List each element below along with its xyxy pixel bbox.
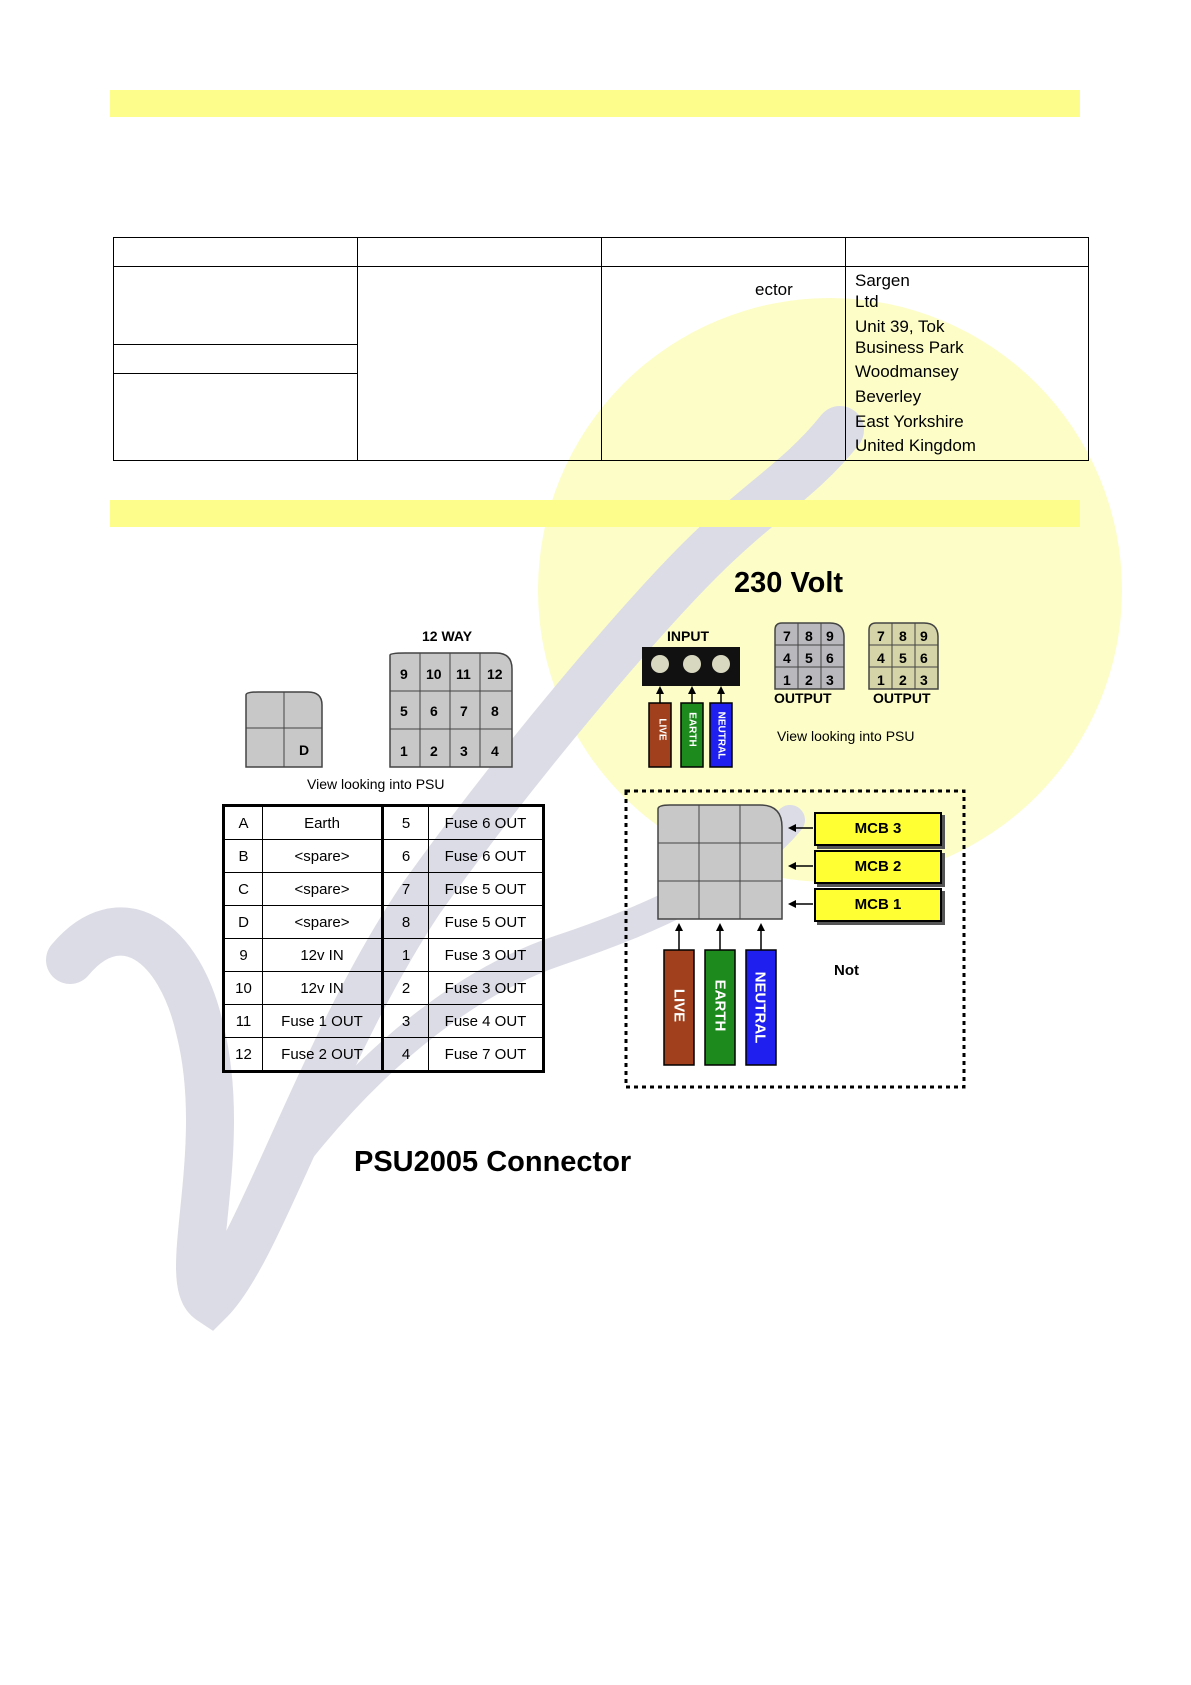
cell: <spare> [263,906,383,939]
cell: 6 [383,840,429,873]
info-header-4 [846,238,1089,267]
mcb3-box: MCB 3 [814,812,942,846]
cell: C [224,873,263,906]
pin-4: 4 [491,743,499,759]
pin-5: 5 [400,703,408,719]
cell: Fuse 5 OUT [429,906,544,939]
cell: A [224,806,263,840]
cell: Fuse 6 OUT [429,840,544,873]
cell: <spare> [263,873,383,906]
cell: Fuse 2 OUT [263,1038,383,1072]
cell: Fuse 3 OUT [429,939,544,972]
table-row [224,1005,544,1038]
out2-pin-6: 6 [920,650,928,666]
info-cell-c [114,345,358,374]
address-line-7: East Yorkshire [855,412,964,431]
pin-2: 2 [430,743,438,759]
info-cell-connector [602,267,846,461]
table-row [224,906,544,939]
cell: Fuse 5 OUT [429,873,544,906]
cell: Earth [263,806,383,840]
twelve-way-label: 12 WAY [422,628,473,644]
cell: 9 [224,939,263,972]
address-line-6: Beverley [855,387,922,406]
address-line-4: Business Park [855,338,964,357]
out2-pin-3: 3 [920,672,928,688]
out1-pin-2: 2 [805,672,813,688]
info-header-2 [358,238,602,267]
out1-pin-8: 8 [805,628,813,644]
left-connector-diagram [240,625,530,775]
out2-pin-5: 5 [899,650,907,666]
pin-3: 3 [460,743,468,759]
out2-pin-2: 2 [899,672,907,688]
out2-pin-4: 4 [877,650,885,666]
address-line-2: Ltd [855,292,879,311]
cell: 2 [383,972,429,1005]
pin-11: 11 [456,666,471,682]
table-row [224,1038,544,1072]
note-text: Not [834,962,859,979]
cell: Fuse 1 OUT [263,1005,383,1038]
cell: <spare> [263,840,383,873]
cell: B [224,840,263,873]
section-band [110,500,1080,527]
right-view-caption: View looking into PSU [777,728,915,744]
pin-12: 12 [487,666,503,682]
out1-pin-1: 1 [783,672,791,688]
cell: 11 [224,1005,263,1038]
cell: Fuse 7 OUT [429,1038,544,1072]
cell: 7 [383,873,429,906]
cell: 12v IN [263,972,383,1005]
neutral-label: NEUTRAL [715,711,727,760]
cell: Fuse 6 OUT [429,806,544,840]
header-band [110,90,1080,117]
info-cell-a [114,267,358,345]
info-header-3 [602,238,846,267]
info-cell-b [358,267,602,461]
live-label: LIVE [656,718,668,741]
out1-pin-4: 4 [783,650,791,666]
pin-9: 9 [400,666,408,682]
mcb2-box: MCB 2 [814,850,942,884]
pin-6: 6 [430,703,438,719]
cell: 3 [383,1005,429,1038]
cell: 12v IN [263,939,383,972]
table-row [224,873,544,906]
small-connector-pin-d: D [299,742,310,758]
cell: Fuse 4 OUT [429,1005,544,1038]
out2-pin-7: 7 [877,628,885,644]
cell: D [224,906,263,939]
out2-pin-9: 9 [920,628,928,644]
cell: 5 [383,806,429,840]
cell: Fuse 3 OUT [429,972,544,1005]
output-label-2: OUTPUT [873,690,931,706]
cell: 4 [383,1038,429,1072]
input-label: INPUT [667,628,709,644]
table-row [224,806,544,840]
earth-label-large: EARTH [711,979,729,1032]
info-cell-d [114,374,358,461]
voltage-title: 230 Volt [734,567,844,599]
cell: 10 [224,972,263,1005]
live-label-large: LIVE [670,988,688,1023]
out2-pin-1: 1 [877,672,885,688]
left-view-caption: View looking into PSU [307,776,445,792]
out1-pin-6: 6 [826,650,834,666]
breaker-block [658,805,782,919]
mcb1-box: MCB 1 [814,888,942,922]
info-connector-text: ector [755,280,793,299]
table-row [224,840,544,873]
cell: 12 [224,1038,263,1072]
pin-10: 10 [426,666,442,682]
neutral-label-large: NEUTRAL [751,971,769,1044]
pin-8: 8 [491,703,499,719]
table-row [224,939,544,972]
out1-pin-7: 7 [783,628,791,644]
cell: 1 [383,939,429,972]
address-line-3: Unit 39, Tok [855,317,945,336]
pin-1: 1 [400,743,408,759]
cell: 8 [383,906,429,939]
out1-pin-5: 5 [805,650,813,666]
address-line-1: Sargen [855,271,910,290]
pin-7: 7 [460,703,468,719]
earth-label: EARTH [686,712,698,747]
pinout-table [222,804,545,1073]
output-label-1: OUTPUT [774,690,832,706]
table-row [224,972,544,1005]
out1-pin-9: 9 [826,628,834,644]
address-line-8: United Kingdom [855,436,976,455]
out1-pin-3: 3 [826,672,834,688]
info-header-1 [114,238,358,267]
footer-title: PSU2005 Connector [354,1146,632,1178]
address-line-5: Woodmansey [855,362,959,381]
out2-pin-8: 8 [899,628,907,644]
